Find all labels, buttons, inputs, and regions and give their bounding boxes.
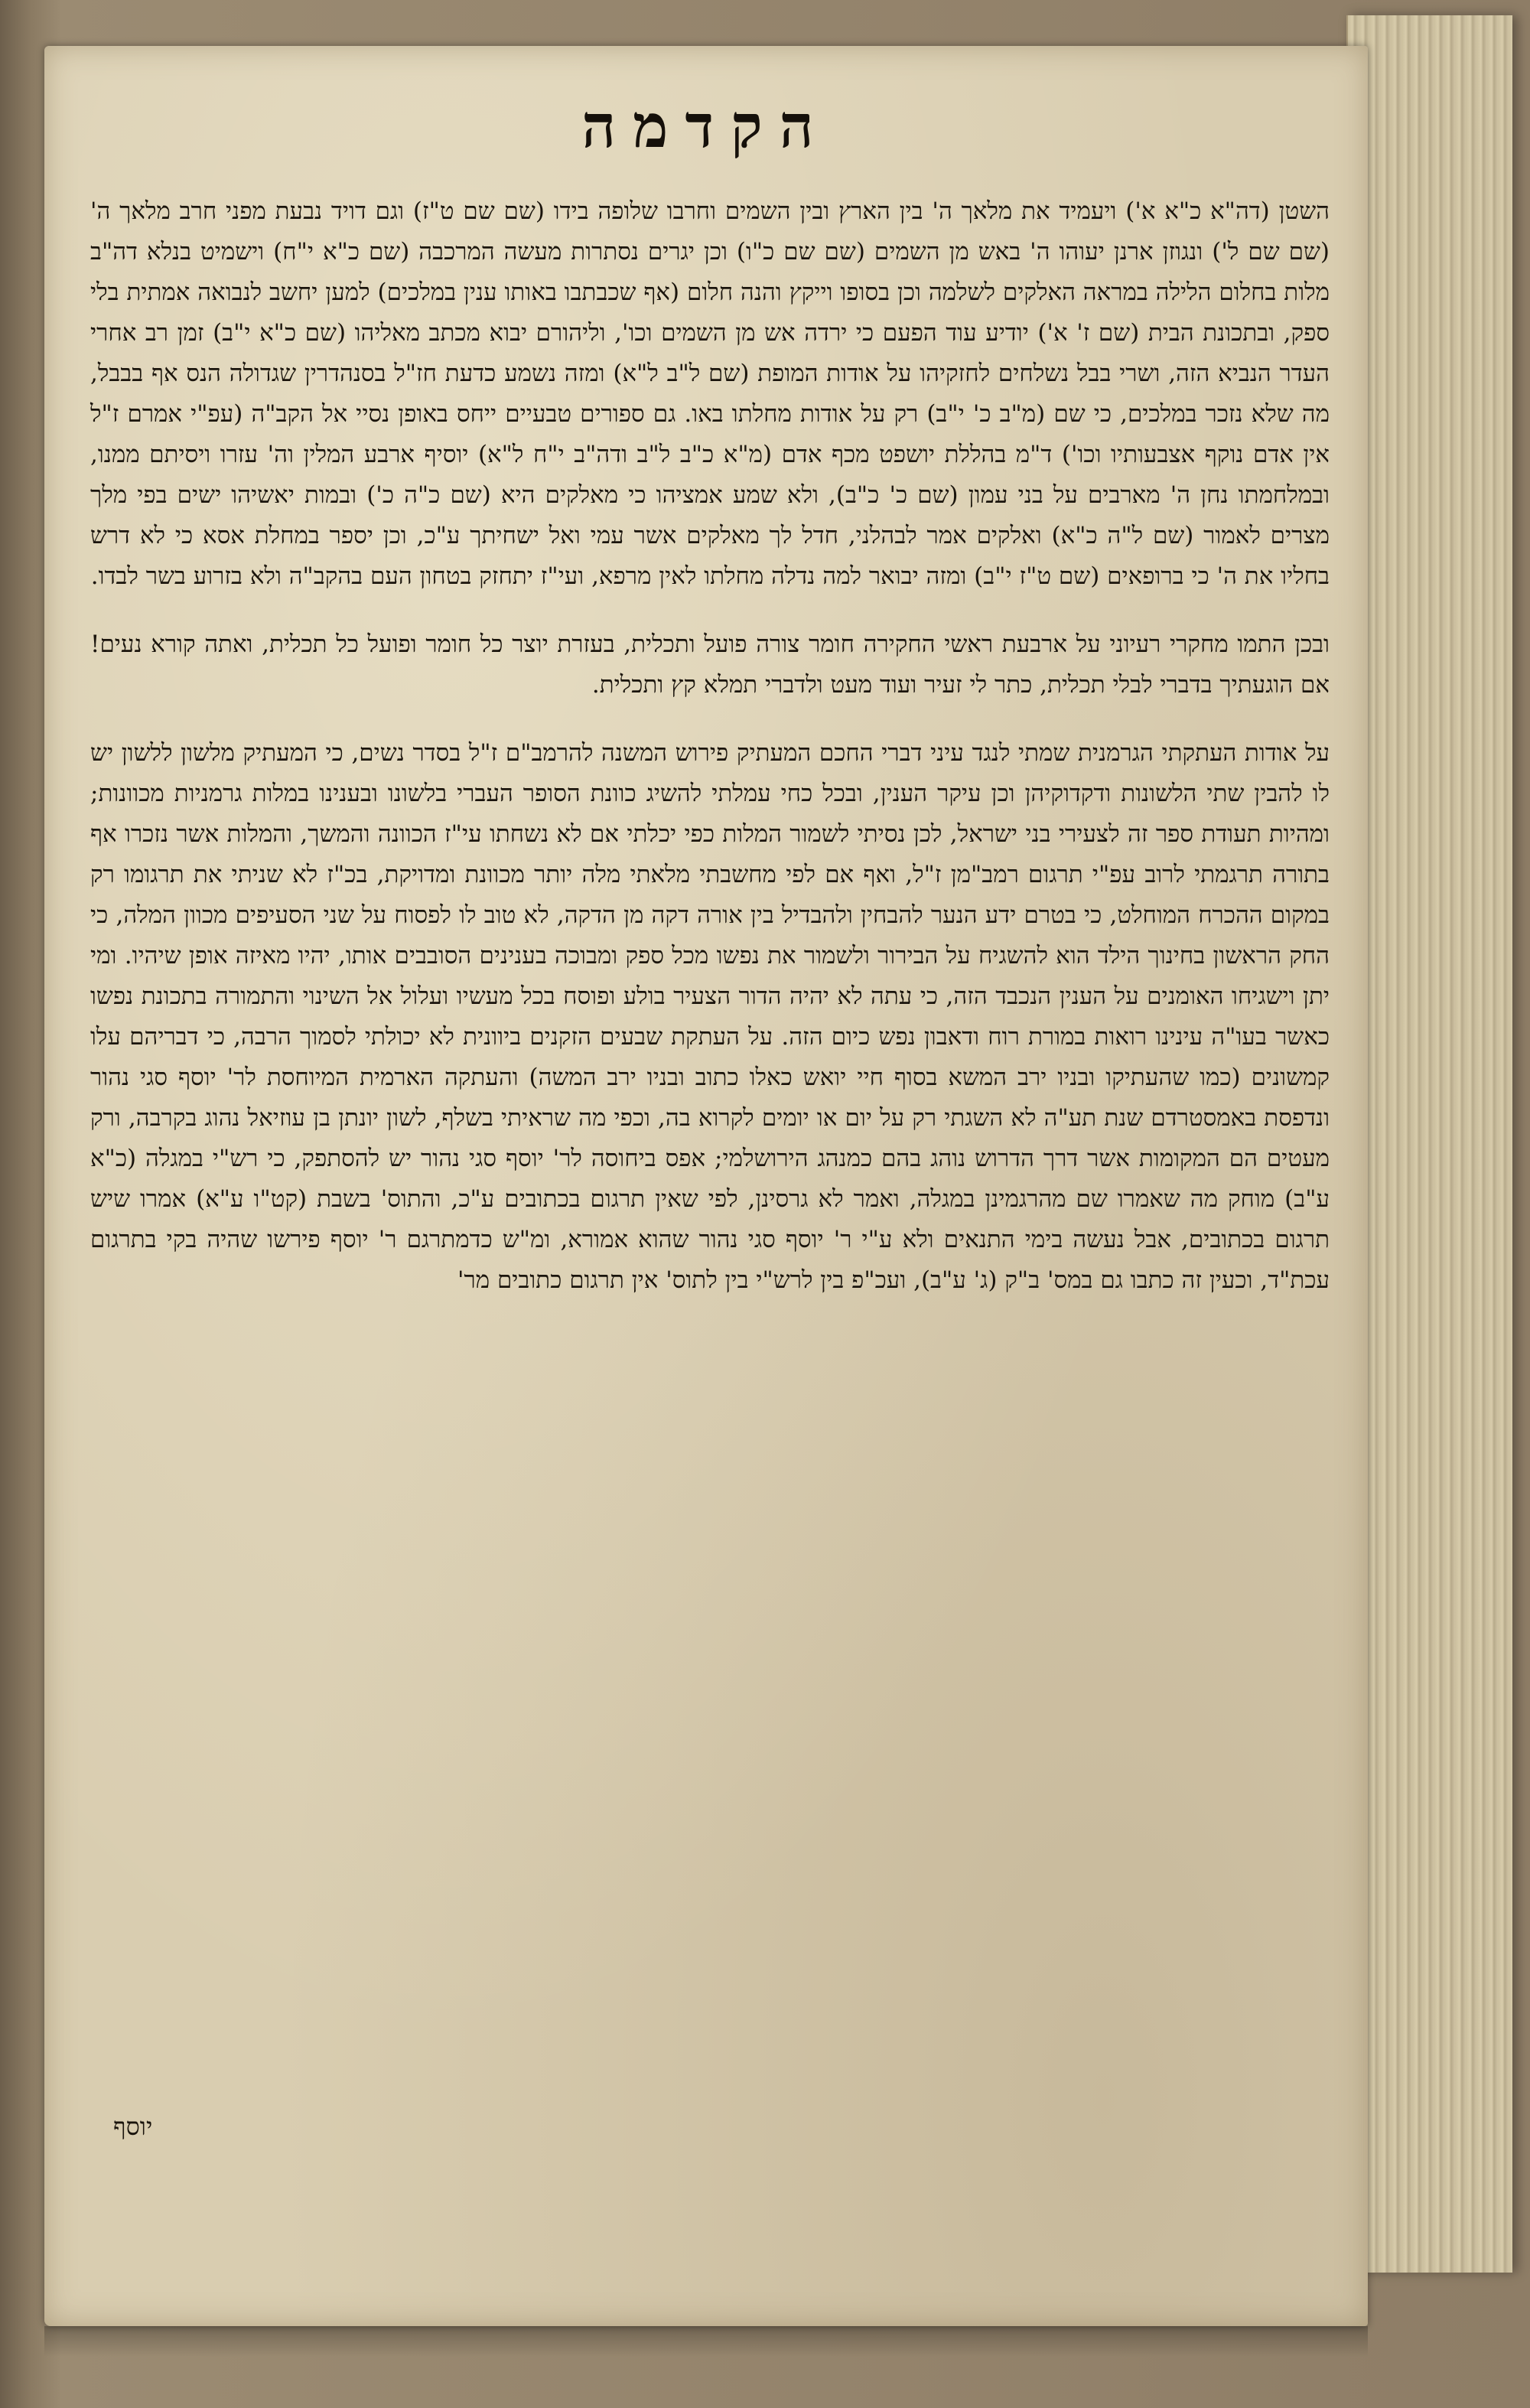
book-page bbox=[44, 46, 1368, 2326]
paragraph-3: על אודות העתקתי הגרמנית שמתי לנגד עיני דברי החכם המעתיק פירוש המשנה להרמב"ם ז"ל בסדר נשים, כי המעתיק מלשון ללשון יש לו להבין שתי הלשונות ודקדוקיהן וכן עיקר הענין, ובכל כחי עמלתי להשיג כוונת הסופר העברי בלשונו ובענינו במלות גרמניות מכוונות; ומהיות תעודת ספר זה לצעירי בני ישראל, לכן נסיתי לשמור המלות כפי יכלתי אם לא נשחתו עי"ז הכוונה והמשך, והמלות אשר נזכרו אף בתורה תרגמתי לרוב עפ"י תרגום רמב"מן ז"ל, ואף אם לפי מחשבתי מלאתי מלה יותר מכוונת ומדויקת, בכ"ז לא שניתי את תרגומו רק במקום ההכרח המוחלט, כי בטרם ידע הנער להבחין ולהבדיל בין אורה דקה מן הדקה, לא טוב לו לפסוח על שני הסעיפים מכוון המלה, כי החק הראשון בחינוך הילד הוא להשגיח על הבירור ולשמור את נפשו מכל ספק ומבוכה בענינים הסובבים אותו, יהיו מאיזה אופן שיהיו. ומי יתן וישגיחו האומנים על הענין הנכבד הזה, כי עתה לא יהיה הדור הצעיר בולע ופוסח בכל מעשיו ועלול אל השינוי והתמורה בתכונת נפשו כאשר בעו"ה עינינו רואות במורת רוח ודאבון נפש כיום הזה. על העתקת שבעים הזקנים ביוונית לא יכולתי לסמוך הרבה, כי דבריהם עלו קמשונים (כמו שהעתיקו ובניו ירב המשא בסוף חיי יואש כאלו כתוב ובניו ירב המשה) והעתקה הארמית המיוחסת לר' יוסף סגי נהור ונדפסת באמסטרדם שנת תע"ה לא השגתי רק על יום או יומים לקרוא בה, וכפי מה שראיתי בשלף, לשון יונתן בן עוזיאל נהוג בקרבה, ורק מעטים הם המקומות אשר דרך הדרוש נוהג בהם כמנהג הירושלמי; אפס ביחוסה לר' יוסף סגי נהור יש להסתפק, כי רש"י במגלה (כ"א ע"ב) מוחק מה שאמרו שם מהרגמינן במגלה, ואמר לא גרסינן, לפי שאין תרגום בכתובים ע"כ, והתוס' בשבת (קט"ו ע"א) אמרו שיש תרגום בכתובים, אבל נעשה בימי התנאים ולא ע"י ר' יוסף סגי נהור שהוא אמורא, ומ"ש כדמתרגם ר' יוסף פירשו שהיה בקי בתרגום עכת"ד, וכעין זה כתבו גם במס' ב"ק (ג' ע"ב), ועכ"פ בין לרש"י בין לתוס' אין תרגום כתובים מר' bbox=[90, 739, 1330, 1294]
page-stack-edge bbox=[1346, 15, 1512, 2273]
catchword: יוסף bbox=[113, 2112, 153, 2141]
page-title: הקדמה bbox=[581, 92, 831, 161]
page-bottom-shadow bbox=[44, 2326, 1368, 2357]
body-text bbox=[90, 191, 1330, 1328]
paragraph-2: ובכן התמו מחקרי רעיוני על ארבעת ראשי החקירה חומר צורה פועל ותכלית, בעזרת יוצר כל חומר ופועל כל תכלית, ואתה קורא נעים! אם הוגעתיך בדברי לבלי תכלית, כתר לי זעיר ועוד מעט ולדברי תמלא קץ ותכלית. bbox=[90, 631, 1330, 699]
paragraph-1: השטן (דה"א כ"א א') ויעמיד את מלאך ה' בין הארץ ובין השמים וחרבו שלופה בידו (שם שם ט"ז) וגם דויד נבעת מפני חרב מלאך ה' (שם שם ל') ונגוזן ארנן יעוהו ה' באש מן השמים (שם שם כ"ו) וכן יגרים נסתרות מעשה המרכבה (שם כ"א י"ח) וישמיט בנלא דה"ב מלות בחלום הלילה במראה האלקים לשלמה וכן בסופו וייקץ והנה חלום (אף שכבתבו באותו ענין במלכים) למען יחשב לנבואה אמתית בלי ספק, ובתכונת הבית (שם ז' א') יודיע עוד הפעם כי ירדה אש מן השמים וכו', וליהורם יבוא מכתב מאליהו (שם כ"א י"ב) זמן רב אחרי העדר הנביא הזה, ושרי בבל נשלחים לחזקיהו על אודות המופת (שם ל"ב ל"א) ומזה נשמע כדעת חז"ל בסנהדרין שגדולה הנס אף בבבל, מה שלא נזכר במלכים, כי שם (מ"ב כ' י"ב) רק על אודות מחלתו באו. גם ספורים טבעיים ייחס באופן נסיי אל הקב"ה (עפ"י אמרם ז"ל אין אדם נוקף אצבעותיו וכו') ד"מ בהללת יושפט מכף אדם (מ"א כ"ב ל"ב ודה"ב י"ח ל"א) יוסיף ארבע המלין וה' עזרו ויסיתם ממנו, ובמלחמתו נחן ה' מארבים על בני עמון (שם כ' כ"ב), ולא שמע אמציהו כי מאלקים היא (שם כ"ה כ') ובמות יאשיהו ישים בפי מלך מצרים לאמור (שם ל"ה כ"א) ואלקים אמר לבהלני, חדל לך מאלקים אשר עמי ואל ישחיתך ע"כ, וכן יספר במחלת אסא כי לא דרש בחליו את ה' כי ברופאים (שם ט"ז י"ב) ומזה יבואר למה נדלה מחלתו לאין מרפא, ועי"ז יתחזק בטחון העם בהקב"ה ולא בזרוע בשר לבדו. bbox=[90, 197, 1330, 590]
